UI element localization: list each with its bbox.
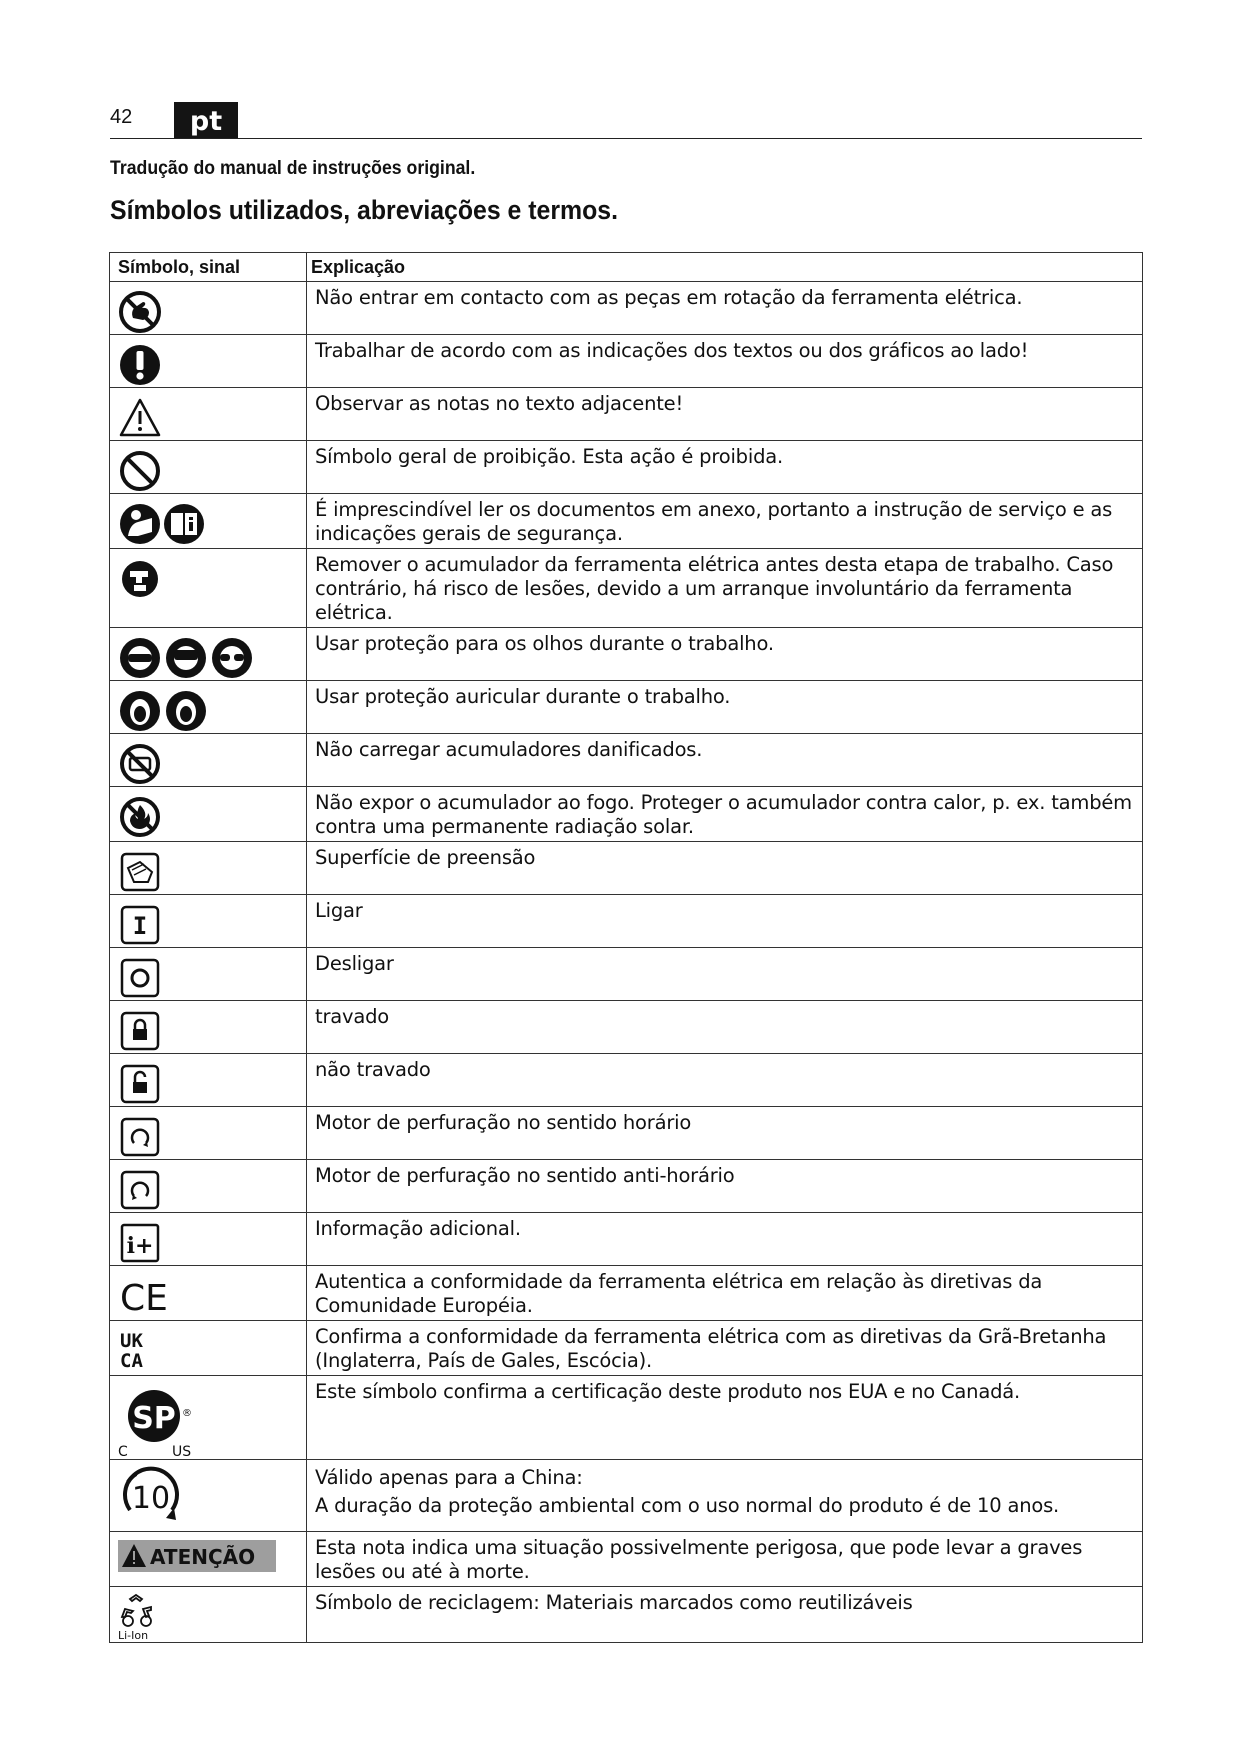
ear-protection-icon	[118, 689, 208, 733]
row-text: Símbolo de reciclagem: Materiais marcados como reutilizáveis	[307, 1587, 1143, 1643]
no-damaged-battery-icon	[118, 742, 162, 786]
power-on-icon	[118, 903, 162, 947]
row-text: Motor de perfuração no sentido horário	[307, 1107, 1143, 1160]
row-text: Ligar	[307, 895, 1143, 948]
row-text: Este símbolo confirma a certificação deste produto nos EUA e no Canadá.	[307, 1376, 1143, 1460]
table-row	[110, 1587, 1143, 1643]
unlocked-icon	[118, 1062, 162, 1106]
mandatory-exclamation-icon	[118, 343, 162, 387]
row-text: Esta nota indica uma situação possivelmente perigosa, que pode levar a graves lesões ou até à morte.	[307, 1532, 1143, 1587]
page-title: Símbolos utilizados, abreviações e termos.	[110, 195, 619, 225]
header-explanation: Explicação	[307, 253, 1143, 282]
locked-icon	[118, 1009, 162, 1053]
row-text: travado	[307, 1001, 1143, 1054]
svg-text:I: I	[132, 912, 148, 940]
table-row	[110, 1321, 1143, 1376]
row-text: Motor de perfuração no sentido anti-horário	[307, 1160, 1143, 1213]
csa-mark-icon	[118, 1380, 208, 1458]
table-row	[110, 1213, 1143, 1266]
row-text: Trabalhar de acordo com as indicações dos textos ou dos gráficos ao lado!	[307, 335, 1143, 388]
row-text: Informação adicional.	[307, 1213, 1143, 1266]
svg-text:C: C	[118, 1444, 128, 1458]
grip-surface-icon	[118, 850, 162, 894]
svg-text:®: ®	[182, 1408, 192, 1419]
page-header	[110, 98, 1142, 139]
row-text: Desligar	[307, 948, 1143, 1001]
remove-battery-icon	[118, 557, 162, 601]
table-row	[110, 441, 1143, 494]
symbols-table	[109, 252, 1143, 1643]
table-row	[110, 842, 1143, 895]
svg-text:10: 10	[131, 1481, 171, 1516]
svg-text:CA: CA	[120, 1350, 143, 1372]
table-row	[110, 628, 1143, 681]
row-text: Observar as notas no texto adjacente!	[307, 388, 1143, 441]
attention-label-icon	[118, 1540, 276, 1572]
table-row	[110, 549, 1143, 628]
table-row	[110, 388, 1143, 441]
row-text: Usar proteção auricular durante o trabalho.	[307, 681, 1143, 734]
table-header-row	[110, 253, 1143, 282]
svg-text:SP: SP	[132, 1401, 176, 1436]
row-text: Confirma a conformidade da ferramenta elétrica com as diretivas da Grã-Bretanha (Inglaterra, País de Gales, Escócia).	[307, 1321, 1143, 1376]
table-row	[110, 787, 1143, 842]
row-text: É imprescindível ler os documentos em anexo, portanto a instrução de serviço e as indicações gerais de segurança.	[307, 494, 1143, 549]
china-10-years-icon	[118, 1466, 184, 1528]
table-row	[110, 282, 1143, 335]
table-row	[110, 948, 1143, 1001]
table-row	[110, 1266, 1143, 1321]
row-text: Autentica a conformidade da ferramenta elétrica em relação às diretivas da Comunidade Européia.	[307, 1266, 1143, 1321]
table-row	[110, 1054, 1143, 1107]
counterclockwise-icon	[118, 1168, 162, 1212]
table-row	[110, 1107, 1143, 1160]
ukca-mark-icon	[118, 1329, 162, 1373]
row-text: não travado	[307, 1054, 1143, 1107]
row-text: Usar proteção para os olhos durante o trabalho.	[307, 628, 1143, 681]
svg-text:ATENÇÃO: ATENÇÃO	[150, 1545, 256, 1569]
table-row	[110, 494, 1143, 549]
power-off-icon	[118, 956, 162, 1000]
table-row	[110, 734, 1143, 787]
table-row	[110, 1160, 1143, 1213]
page-number: 42	[110, 106, 133, 128]
clockwise-icon	[118, 1115, 162, 1159]
svg-text:Li-Ion: Li-Ion	[118, 1629, 149, 1641]
table-row	[110, 335, 1143, 388]
no-fire-icon	[118, 795, 162, 839]
read-manual-icon	[118, 502, 206, 546]
row-text: Não carregar acumuladores danificados.	[307, 734, 1143, 787]
table-row	[110, 1001, 1143, 1054]
table-row	[110, 1532, 1143, 1587]
row-text: Remover o acumulador da ferramenta elétrica antes desta etapa de trabalho. Caso contrário, há risco de lesões, devido a um arranque involuntário da ferramenta elétrica.	[307, 549, 1143, 628]
table-row	[110, 895, 1143, 948]
recycling-liion-icon	[118, 1591, 162, 1641]
table-row	[110, 681, 1143, 734]
prohibition-icon	[118, 449, 162, 493]
language-tab: pt	[174, 102, 238, 138]
header-symbol: Símbolo, sinal	[110, 253, 307, 282]
svg-text:US: US	[172, 1444, 192, 1458]
row-text: Válido apenas para a China: A duração da proteção ambiental com o uso normal do produto é de 10 anos.	[307, 1460, 1143, 1532]
document-subtitle: Tradução do manual de instruções original.	[110, 158, 476, 179]
no-hand-rotating-parts-icon	[118, 290, 162, 334]
row-text: Não entrar em contacto com as peças em rotação da ferramenta elétrica.	[307, 282, 1143, 335]
row-text: Símbolo geral de proibição. Esta ação é proibida.	[307, 441, 1143, 494]
warning-triangle-icon	[118, 396, 162, 440]
info-plus-icon	[118, 1221, 162, 1265]
ce-mark-icon	[118, 1274, 178, 1318]
row-text: Superfície de preensão	[307, 842, 1143, 895]
svg-text:CE: CE	[120, 1278, 168, 1318]
row-text: Não expor o acumulador ao fogo. Proteger o acumulador contra calor, p. ex. também contra uma permanente radiação solar.	[307, 787, 1143, 842]
table-row	[110, 1376, 1143, 1460]
svg-text:i+: i+	[126, 1233, 154, 1259]
eye-protection-icon	[118, 636, 254, 680]
svg-text:UK: UK	[120, 1330, 143, 1352]
table-row	[110, 1460, 1143, 1532]
